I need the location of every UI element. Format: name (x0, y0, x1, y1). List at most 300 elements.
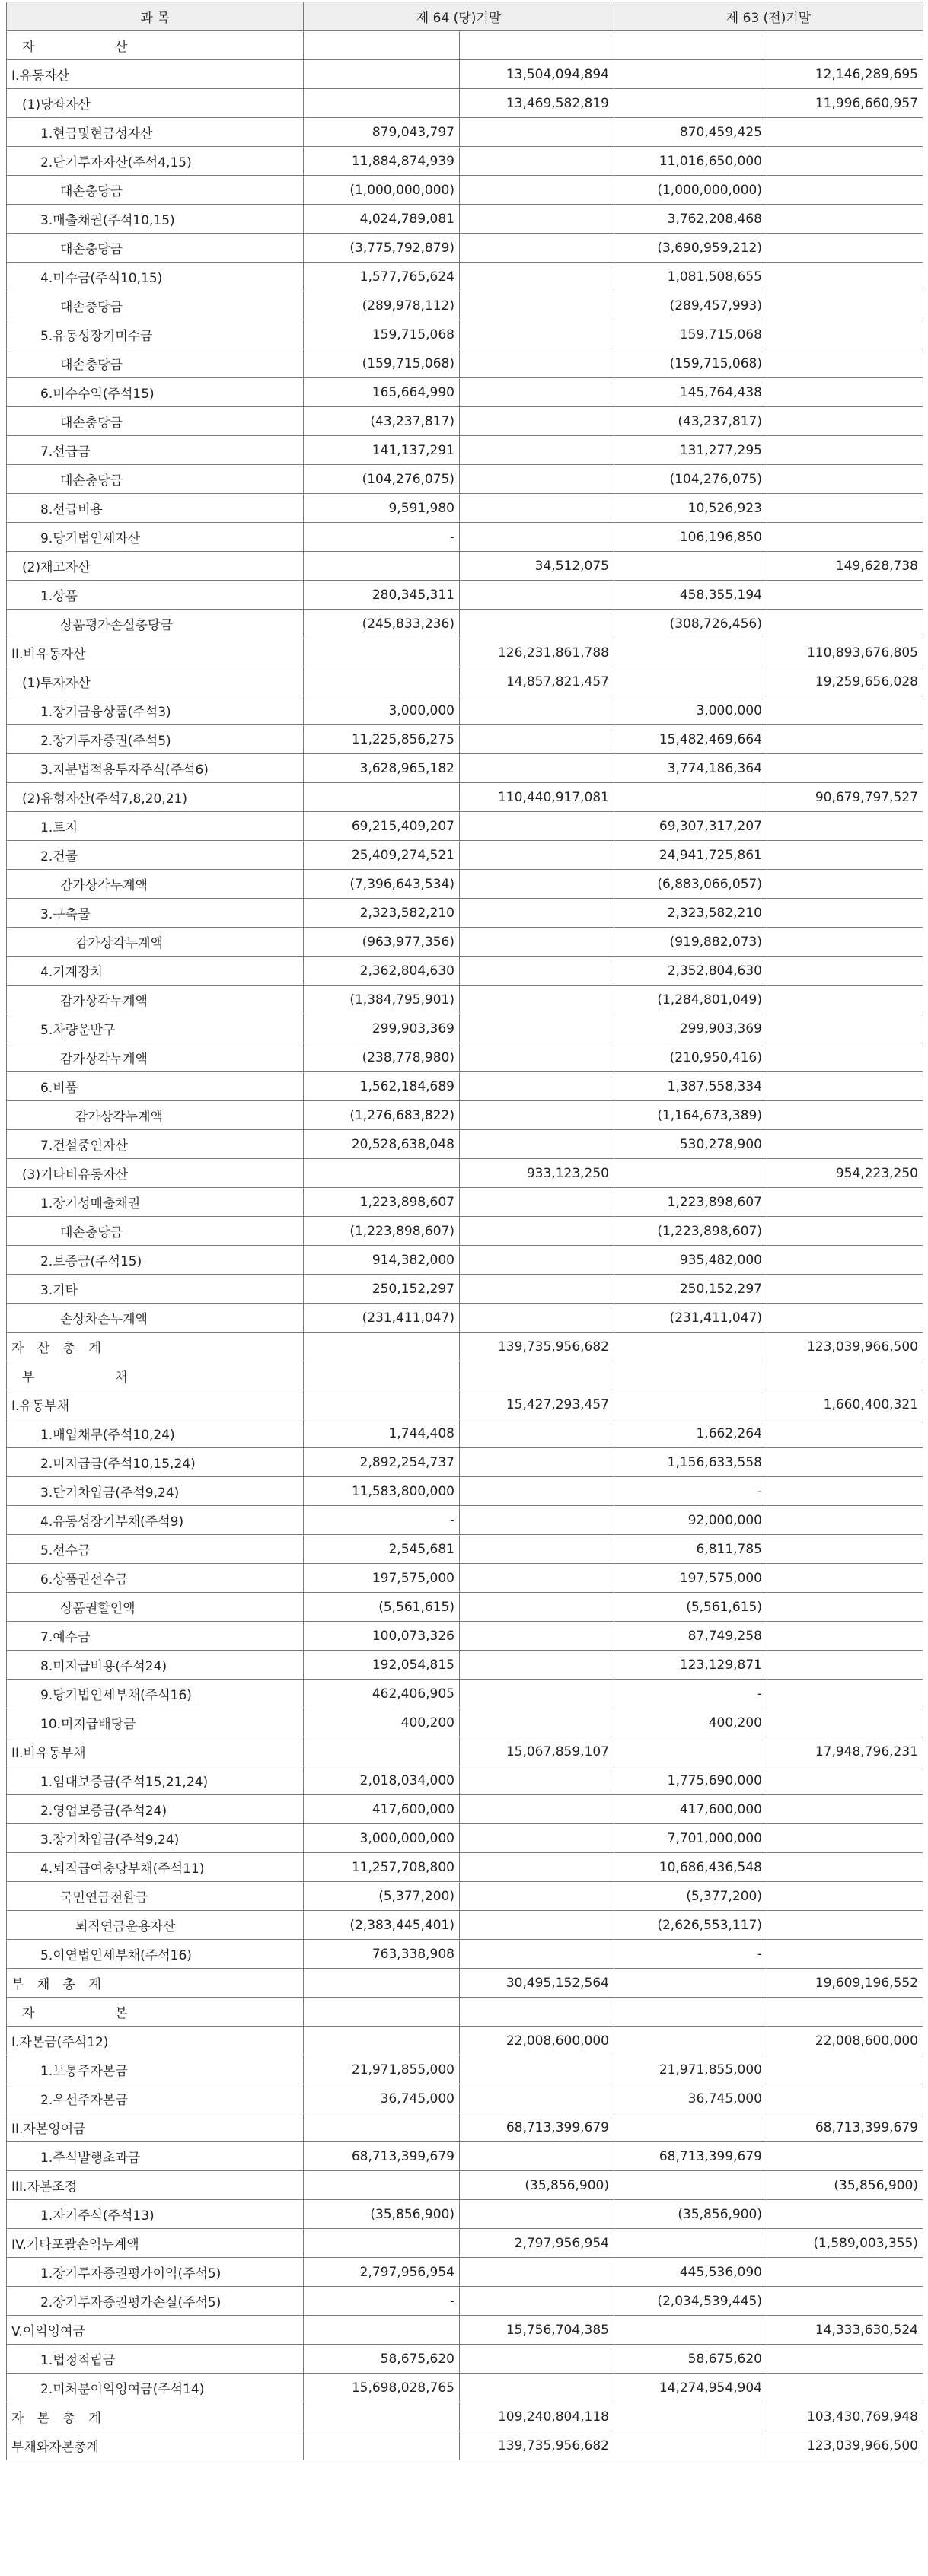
previous-total-amount: 22,008,600,000 (767, 2027, 923, 2055)
current-detail-amount: 192,054,815 (304, 1651, 460, 1680)
row-label: 1.현금및현금성자산 (7, 118, 304, 147)
previous-detail-amount: 14,274,954,904 (614, 2374, 767, 2402)
current-total-amount (460, 1101, 614, 1130)
previous-total-amount (767, 725, 923, 754)
current-total-amount: 15,756,704,385 (460, 2316, 614, 2345)
row-label: 1.자기주식(주석13) (7, 2200, 304, 2229)
table-row (7, 581, 923, 610)
current-detail-amount: 1,577,765,624 (304, 263, 460, 291)
row-label: 2.장기투자증권평가손실(주석5) (7, 2287, 304, 2316)
row-label: 2.미처분이익잉여금(주석14) (7, 2374, 304, 2402)
current-detail-amount (304, 31, 460, 60)
current-detail-amount: 280,345,311 (304, 581, 460, 610)
current-total-amount (460, 407, 614, 436)
previous-detail-amount (614, 2431, 767, 2460)
current-total-amount (460, 2055, 614, 2084)
previous-detail-amount (614, 1361, 767, 1390)
row-label: 1.매입채무(주석10,24) (7, 1419, 304, 1448)
previous-total-amount (767, 2374, 923, 2402)
row-label: (1)당좌자산 (7, 89, 304, 118)
table-row (7, 1998, 923, 2027)
table-row (7, 1333, 923, 1361)
current-detail-amount: 2,892,254,737 (304, 1448, 460, 1477)
previous-total-amount (767, 899, 923, 928)
previous-detail-amount: - (614, 1940, 767, 1969)
previous-total-amount (767, 754, 923, 783)
row-label: IV.기타포괄손익누계액 (7, 2229, 304, 2258)
previous-total-amount (767, 291, 923, 320)
previous-detail-amount: 106,196,850 (614, 523, 767, 552)
current-detail-amount: 2,545,681 (304, 1535, 460, 1564)
previous-detail-amount: (35,856,900) (614, 2200, 767, 2229)
current-detail-amount (304, 2027, 460, 2055)
row-label: 2.보증금(주석15) (7, 1246, 304, 1275)
table-row (7, 1564, 923, 1593)
table-row (7, 234, 923, 263)
previous-detail-amount: (1,223,898,607) (614, 1217, 767, 1246)
current-total-amount (460, 465, 614, 494)
table-row (7, 1651, 923, 1680)
previous-detail-amount: (2,034,539,445) (614, 2287, 767, 2316)
current-total-amount (460, 1506, 614, 1535)
table-row (7, 2374, 923, 2402)
current-detail-amount: 11,257,708,800 (304, 1853, 460, 1882)
current-total-amount: (35,856,900) (460, 2171, 614, 2200)
table-row (7, 1795, 923, 1824)
row-label: II.자본잉여금 (7, 2113, 304, 2142)
table-row (7, 2200, 923, 2229)
current-detail-amount: (5,377,200) (304, 1882, 460, 1911)
current-total-amount (460, 928, 614, 957)
row-label: 손상차손누계액 (7, 1304, 304, 1333)
row-label: 감가상각누계액 (7, 986, 304, 1014)
previous-total-amount (767, 696, 923, 725)
row-label: (1)투자자산 (7, 667, 304, 696)
current-detail-amount (304, 2316, 460, 2345)
current-detail-amount: 400,200 (304, 1708, 460, 1737)
table-row (7, 2345, 923, 2374)
current-total-amount (460, 2258, 614, 2287)
previous-detail-amount: 1,662,264 (614, 1419, 767, 1448)
previous-detail-amount: 2,352,804,630 (614, 957, 767, 986)
previous-total-amount (767, 378, 923, 407)
previous-total-amount: 110,893,676,805 (767, 638, 923, 667)
table-row (7, 1680, 923, 1708)
row-label: 2.단기투자자산(주석4,15) (7, 147, 304, 176)
row-label: 대손충당금 (7, 349, 304, 378)
current-detail-amount: (2,383,445,401) (304, 1911, 460, 1940)
previous-detail-amount: 197,575,000 (614, 1564, 767, 1593)
previous-total-amount (767, 1940, 923, 1969)
current-total-amount (460, 1535, 614, 1564)
previous-detail-amount: (210,950,416) (614, 1043, 767, 1072)
previous-detail-amount (614, 783, 767, 812)
previous-total-amount: 17,948,796,231 (767, 1737, 923, 1766)
table-row (7, 436, 923, 465)
current-detail-amount: 15,698,028,765 (304, 2374, 460, 2402)
table-row (7, 1275, 923, 1304)
previous-total-amount (767, 1304, 923, 1333)
current-detail-amount (304, 552, 460, 581)
current-detail-amount: (289,978,112) (304, 291, 460, 320)
previous-detail-amount (614, 1390, 767, 1419)
current-total-amount (460, 147, 614, 176)
table-row (7, 1737, 923, 1766)
current-detail-amount: 2,362,804,630 (304, 957, 460, 986)
row-label: 2.미지급금(주석10,15,24) (7, 1448, 304, 1477)
previous-detail-amount: 24,941,725,861 (614, 841, 767, 870)
previous-total-amount (767, 1882, 923, 1911)
previous-detail-amount: 10,686,436,548 (614, 1853, 767, 1882)
previous-total-amount (767, 1419, 923, 1448)
previous-total-amount (767, 1998, 923, 2027)
current-detail-amount: 141,137,291 (304, 436, 460, 465)
current-total-amount (460, 320, 614, 349)
row-label: II.비유동자산 (7, 638, 304, 667)
previous-detail-amount: (104,276,075) (614, 465, 767, 494)
current-total-amount: 110,440,917,081 (460, 783, 614, 812)
current-detail-amount: 36,745,000 (304, 2084, 460, 2113)
previous-detail-amount: (1,164,673,389) (614, 1101, 767, 1130)
table-row (7, 696, 923, 725)
balance-sheet (6, 2, 923, 2460)
table-row (7, 1824, 923, 1853)
table-row (7, 2316, 923, 2345)
previous-total-amount (767, 986, 923, 1014)
current-detail-amount: 914,382,000 (304, 1246, 460, 1275)
current-total-amount: 30,495,152,564 (460, 1969, 614, 1998)
previous-total-amount (767, 31, 923, 60)
current-detail-amount (304, 89, 460, 118)
current-detail-amount: 2,797,956,954 (304, 2258, 460, 2287)
table-row (7, 1361, 923, 1390)
row-label: 대손충당금 (7, 407, 304, 436)
current-detail-amount (304, 638, 460, 667)
balance-sheet-table (6, 2, 923, 2460)
header-item: 과 목 (7, 2, 304, 31)
current-detail-amount: (1,384,795,901) (304, 986, 460, 1014)
row-label: 3.기타 (7, 1275, 304, 1304)
previous-total-amount (767, 1651, 923, 1680)
previous-total-amount: 19,609,196,552 (767, 1969, 923, 1998)
table-row (7, 1101, 923, 1130)
table-row (7, 1188, 923, 1217)
current-total-amount (460, 2200, 614, 2229)
table-row (7, 1506, 923, 1535)
current-detail-amount: (238,778,980) (304, 1043, 460, 1072)
current-total-amount (460, 957, 614, 986)
current-detail-amount: (43,237,817) (304, 407, 460, 436)
previous-total-amount (767, 2287, 923, 2316)
row-label: 2.건물 (7, 841, 304, 870)
current-detail-amount: 11,884,874,939 (304, 147, 460, 176)
row-label: 2.장기투자증권(주석5) (7, 725, 304, 754)
current-detail-amount: 1,744,408 (304, 1419, 460, 1448)
header-current-period: 제 64 (당)기말 (304, 2, 614, 31)
row-label: (3)기타비유동자산 (7, 1159, 304, 1188)
table-row (7, 1766, 923, 1795)
row-label: 부 채 총 계 (7, 1969, 304, 1998)
current-detail-amount: 25,409,274,521 (304, 841, 460, 870)
previous-detail-amount (614, 1998, 767, 2027)
previous-total-amount (767, 1506, 923, 1535)
table-row (7, 1882, 923, 1911)
previous-detail-amount: 15,482,469,664 (614, 725, 767, 754)
table-row (7, 2402, 923, 2431)
current-total-amount (460, 291, 614, 320)
previous-detail-amount: (1,284,801,049) (614, 986, 767, 1014)
row-label: I.자본금(주석12) (7, 2027, 304, 2055)
current-detail-amount (304, 783, 460, 812)
previous-detail-amount (614, 1969, 767, 1998)
current-detail-amount (304, 2171, 460, 2200)
previous-total-amount: 103,430,769,948 (767, 2402, 923, 2431)
previous-detail-amount: 68,713,399,679 (614, 2142, 767, 2171)
previous-detail-amount: 1,223,898,607 (614, 1188, 767, 1217)
previous-detail-amount: 3,000,000 (614, 696, 767, 725)
current-total-amount (460, 1361, 614, 1390)
table-row (7, 812, 923, 841)
current-total-amount (460, 1043, 614, 1072)
current-total-amount (460, 1304, 614, 1333)
table-row (7, 523, 923, 552)
row-label: 6.미수수익(주석15) (7, 378, 304, 407)
current-detail-amount (304, 2402, 460, 2431)
table-row (7, 986, 923, 1014)
table-row (7, 1217, 923, 1246)
current-total-amount (460, 986, 614, 1014)
previous-total-amount (767, 1708, 923, 1737)
current-total-amount (460, 725, 614, 754)
table-row (7, 899, 923, 928)
previous-detail-amount (614, 89, 767, 118)
current-total-amount: 34,512,075 (460, 552, 614, 581)
current-detail-amount: 159,715,068 (304, 320, 460, 349)
current-total-amount (460, 1419, 614, 1448)
current-total-amount (460, 1795, 614, 1824)
previous-total-amount (767, 1043, 923, 1072)
current-detail-amount (304, 2113, 460, 2142)
current-total-amount (460, 1072, 614, 1101)
previous-detail-amount: 131,277,295 (614, 436, 767, 465)
current-detail-amount (304, 60, 460, 89)
current-total-amount (460, 1477, 614, 1506)
current-total-amount (460, 1593, 614, 1622)
table-row (7, 465, 923, 494)
previous-total-amount: 14,333,630,524 (767, 2316, 923, 2345)
table-row (7, 320, 923, 349)
row-label: 감가상각누계액 (7, 1101, 304, 1130)
previous-detail-amount: 445,536,090 (614, 2258, 767, 2287)
current-total-amount (460, 1708, 614, 1737)
previous-total-amount (767, 841, 923, 870)
previous-detail-amount: 417,600,000 (614, 1795, 767, 1824)
row-label: 7.예수금 (7, 1622, 304, 1651)
previous-total-amount (767, 523, 923, 552)
table-row (7, 263, 923, 291)
row-label: 3.매출채권(주석10,15) (7, 205, 304, 234)
table-row (7, 1853, 923, 1882)
row-label: 부채와자본총계 (7, 2431, 304, 2460)
row-label: 상품평가손실충당금 (7, 610, 304, 638)
current-total-amount (460, 1014, 614, 1043)
current-detail-amount: 11,583,800,000 (304, 1477, 460, 1506)
previous-total-amount (767, 1130, 923, 1159)
previous-total-amount (767, 349, 923, 378)
previous-detail-amount: 3,774,186,364 (614, 754, 767, 783)
table-row (7, 1911, 923, 1940)
previous-detail-amount: 3,762,208,468 (614, 205, 767, 234)
previous-total-amount (767, 407, 923, 436)
current-total-amount: 68,713,399,679 (460, 2113, 614, 2142)
previous-total-amount (767, 1853, 923, 1882)
previous-total-amount (767, 1795, 923, 1824)
current-detail-amount: 3,000,000,000 (304, 1824, 460, 1853)
previous-total-amount (767, 812, 923, 841)
row-label: 대손충당금 (7, 1217, 304, 1246)
previous-detail-amount (614, 667, 767, 696)
previous-total-amount (767, 1101, 923, 1130)
current-detail-amount: (7,396,643,534) (304, 870, 460, 899)
row-label: 1.주식발행초과금 (7, 2142, 304, 2171)
current-detail-amount: (1,223,898,607) (304, 1217, 460, 1246)
previous-detail-amount: (5,377,200) (614, 1882, 767, 1911)
current-detail-amount: (35,856,900) (304, 2200, 460, 2229)
current-detail-amount (304, 1998, 460, 2027)
row-label: I.유동부채 (7, 1390, 304, 1419)
current-total-amount (460, 1188, 614, 1217)
previous-detail-amount: 87,749,258 (614, 1622, 767, 1651)
previous-detail-amount: (308,726,456) (614, 610, 767, 638)
current-detail-amount (304, 2431, 460, 2460)
previous-total-amount (767, 320, 923, 349)
table-row (7, 1477, 923, 1506)
previous-total-amount (767, 1593, 923, 1622)
current-detail-amount: (245,833,236) (304, 610, 460, 638)
previous-detail-amount: 870,459,425 (614, 118, 767, 147)
current-detail-amount: 20,528,638,048 (304, 1130, 460, 1159)
current-total-amount: 14,857,821,457 (460, 667, 614, 696)
previous-detail-amount: 250,152,297 (614, 1275, 767, 1304)
row-label: 대손충당금 (7, 176, 304, 205)
current-detail-amount: 3,000,000 (304, 696, 460, 725)
previous-total-amount (767, 147, 923, 176)
previous-detail-amount: 6,811,785 (614, 1535, 767, 1564)
row-label: 자 산 (7, 31, 304, 60)
table-body (7, 31, 923, 2460)
table-row (7, 205, 923, 234)
previous-detail-amount (614, 1159, 767, 1188)
row-label: 8.미지급비용(주석24) (7, 1651, 304, 1680)
current-total-amount (460, 754, 614, 783)
row-label: 10.미지급배당금 (7, 1708, 304, 1737)
current-total-amount (460, 523, 614, 552)
previous-detail-amount: 1,387,558,334 (614, 1072, 767, 1101)
current-total-amount (460, 205, 614, 234)
current-detail-amount: 2,323,582,210 (304, 899, 460, 928)
previous-detail-amount: (43,237,817) (614, 407, 767, 436)
current-total-amount (460, 1680, 614, 1708)
table-row (7, 494, 923, 523)
current-total-amount (460, 1824, 614, 1853)
previous-total-amount: 90,679,797,527 (767, 783, 923, 812)
previous-total-amount (767, 1564, 923, 1593)
previous-detail-amount: (5,561,615) (614, 1593, 767, 1622)
row-label: 5.이연법인세부채(주석16) (7, 1940, 304, 1969)
previous-total-amount (767, 870, 923, 899)
previous-total-amount: 954,223,250 (767, 1159, 923, 1188)
current-total-amount (460, 1564, 614, 1593)
current-total-amount: 13,504,094,894 (460, 60, 614, 89)
table-row (7, 2171, 923, 2200)
previous-total-amount (767, 1535, 923, 1564)
current-total-amount (460, 696, 614, 725)
previous-total-amount (767, 1911, 923, 1940)
current-detail-amount: - (304, 2287, 460, 2316)
row-label: 3.지분법적용투자주식(주석6) (7, 754, 304, 783)
current-total-amount: 126,231,861,788 (460, 638, 614, 667)
row-label: 9.당기법인세부채(주석16) (7, 1680, 304, 1708)
previous-detail-amount: 935,482,000 (614, 1246, 767, 1275)
current-detail-amount: (1,276,683,822) (304, 1101, 460, 1130)
table-row (7, 407, 923, 436)
previous-total-amount (767, 2055, 923, 2084)
table-row (7, 552, 923, 581)
current-detail-amount: 879,043,797 (304, 118, 460, 147)
table-row (7, 89, 923, 118)
row-label: (2)재고자산 (7, 552, 304, 581)
current-detail-amount: (159,715,068) (304, 349, 460, 378)
previous-detail-amount (614, 31, 767, 60)
previous-total-amount (767, 581, 923, 610)
row-label: V.이익잉여금 (7, 2316, 304, 2345)
current-detail-amount: 2,018,034,000 (304, 1766, 460, 1795)
previous-detail-amount: 145,764,438 (614, 378, 767, 407)
table-row (7, 1622, 923, 1651)
current-total-amount (460, 870, 614, 899)
row-label: 대손충당금 (7, 465, 304, 494)
previous-detail-amount: 7,701,000,000 (614, 1824, 767, 1853)
current-total-amount (460, 1130, 614, 1159)
previous-detail-amount (614, 638, 767, 667)
current-detail-amount: 68,713,399,679 (304, 2142, 460, 2171)
table-row (7, 1246, 923, 1275)
previous-total-amount (767, 1014, 923, 1043)
row-label: 국민연금전환금 (7, 1882, 304, 1911)
current-total-amount (460, 436, 614, 465)
row-label: 1.상품 (7, 581, 304, 610)
table-row (7, 2142, 923, 2171)
row-label: 3.구축물 (7, 899, 304, 928)
previous-total-amount (767, 1188, 923, 1217)
current-total-amount (460, 1882, 614, 1911)
row-label: 4.퇴직급여충당부채(주석11) (7, 1853, 304, 1882)
current-detail-amount: 165,664,990 (304, 378, 460, 407)
current-detail-amount: 417,600,000 (304, 1795, 460, 1824)
previous-total-amount: 19,259,656,028 (767, 667, 923, 696)
current-detail-amount: (3,775,792,879) (304, 234, 460, 263)
previous-total-amount (767, 610, 923, 638)
previous-detail-amount: 21,971,855,000 (614, 2055, 767, 2084)
current-detail-amount (304, 1737, 460, 1766)
previous-total-amount (767, 1824, 923, 1853)
previous-total-amount (767, 234, 923, 263)
previous-detail-amount: - (614, 1477, 767, 1506)
row-label: 6.비품 (7, 1072, 304, 1101)
current-total-amount (460, 2084, 614, 2113)
previous-total-amount (767, 1766, 923, 1795)
current-detail-amount: 197,575,000 (304, 1564, 460, 1593)
